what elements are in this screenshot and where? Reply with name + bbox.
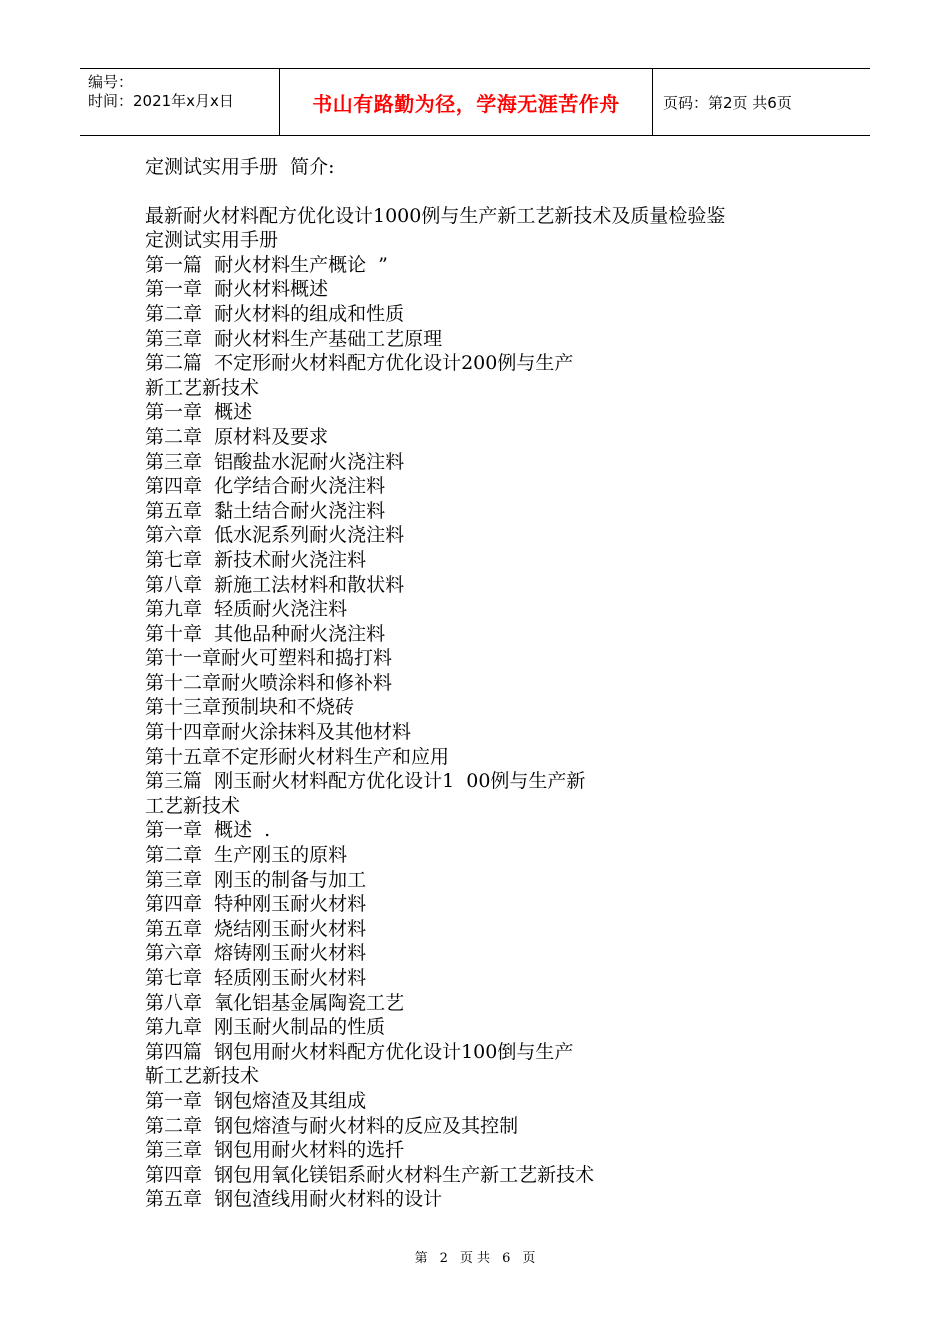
toc-line: 第九章 轻质耐火浇注料 xyxy=(145,598,348,621)
toc-line: 第三篇 刚玉耐火材料配方优化设计1 00例与生产新 xyxy=(145,770,586,793)
toc-line: 第三章 刚玉的制备与加工 xyxy=(145,868,367,891)
toc-line: 第二章 原材料及要求 xyxy=(145,425,329,448)
toc-line: 定测试实用手册 xyxy=(145,229,279,252)
toc-line: 第一章 钢包熔渣及其组成 xyxy=(145,1089,367,1112)
document-body xyxy=(145,155,825,1212)
toc-line: 第二篇 不定形耐火材料配方优化设计200例与生产 xyxy=(145,352,574,375)
document-number-label: 编号： xyxy=(88,73,134,91)
toc-line: 第三章 铝酸盐水泥耐火浇注料 xyxy=(145,450,405,473)
toc-line: 工艺新技术 xyxy=(145,794,241,817)
toc-line: 第一章 耐火材料概述 xyxy=(145,278,329,301)
footer-page-number: 2 xyxy=(439,1251,448,1266)
header-motto: 书山有路勤为径，学海无涯苦作舟 xyxy=(312,91,620,116)
toc-line: 第四篇 钢包用耐火材料配方优化设计100倒与生产 xyxy=(145,1040,574,1063)
toc-line: 第四章 特种刚玉耐火材料 xyxy=(145,893,367,916)
page-footer xyxy=(0,1247,950,1266)
toc-line: 第三章 钢包用耐火材料的选扦 xyxy=(145,1139,405,1162)
toc-line: 第二章 耐火材料的组成和性质 xyxy=(145,302,405,325)
footer-middle: 页 共 xyxy=(459,1251,491,1266)
footer-suffix: 页 xyxy=(522,1251,536,1266)
toc-list xyxy=(145,204,825,1212)
toc-line: 第一篇 耐火材料生产概论 ” xyxy=(145,253,388,276)
toc-line: 第二章 钢包熔渣与耐火材料的反应及其控制 xyxy=(145,1114,519,1137)
toc-line: 第八章 新施工法材料和散状料 xyxy=(145,573,405,596)
toc-line: 第十三章预制块和不烧砖 xyxy=(145,696,355,719)
header-meta-cell xyxy=(80,69,280,135)
toc-line: 第九章 刚玉耐火制品的性质 xyxy=(145,1016,386,1039)
intro-line: 定测试实用手册 简介: xyxy=(145,156,335,178)
footer-prefix: 第 xyxy=(414,1251,428,1266)
toc-line: 第八章 氧化铝基金属陶瓷工艺 xyxy=(145,991,405,1014)
toc-line: 第十一章耐火可塑料和捣打料 xyxy=(145,647,393,670)
header-page-cell xyxy=(653,69,870,135)
toc-line: 最新耐火材料配方优化设计1000例与生产新工艺新技术及质量检验鉴 xyxy=(145,204,726,227)
toc-line: 新工艺新技术 xyxy=(145,376,260,399)
toc-line: 第一章 概述 xyxy=(145,401,253,424)
toc-line: 第六章 低水泥系列耐火浇注料 xyxy=(145,524,405,547)
header-motto-cell xyxy=(280,69,653,135)
page-header xyxy=(80,68,870,136)
toc-line: 第六章 熔铸刚玉耐火材料 xyxy=(145,942,367,965)
document-time-label: 时间：2021年x月x日 xyxy=(88,92,234,110)
toc-line: 第五章 黏土结合耐火浇注料 xyxy=(145,499,386,522)
toc-line: 第十五章不定形耐火材料生产和应用 xyxy=(145,745,450,768)
header-page-info: 页码：第2页 共6页 xyxy=(663,93,792,112)
toc-line: 第四章 化学结合耐火浇注料 xyxy=(145,475,386,498)
toc-line: 第十四章耐火涂抹料及其他材料 xyxy=(145,721,412,744)
toc-line: 第三章 耐火材料生产基础工艺原理 xyxy=(145,327,443,350)
footer-total-pages: 6 xyxy=(502,1251,511,1266)
toc-line: 第七章 轻质刚玉耐火材料 xyxy=(145,967,367,989)
toc-line: 第十二章耐火喷涂料和修补料 xyxy=(145,671,393,694)
toc-line: 第五章 烧结刚玉耐火材料 xyxy=(145,917,367,940)
toc-line: 第五章 钢包渣线用耐火材料的设计 xyxy=(145,1188,443,1211)
toc-line: 第一章 概述 . xyxy=(145,819,271,842)
toc-line: 第十章 其他品种耐火浇注料 xyxy=(145,622,386,645)
toc-line: 靳工艺新技术 xyxy=(145,1065,260,1088)
toc-line: 第七章 新技术耐火浇注料 xyxy=(145,548,367,571)
toc-line: 第四章 钢包用氧化镁铝系耐火材料生产新工艺新技术 xyxy=(145,1163,595,1186)
toc-line: 第二章 生产刚玉的原料 xyxy=(145,844,348,867)
